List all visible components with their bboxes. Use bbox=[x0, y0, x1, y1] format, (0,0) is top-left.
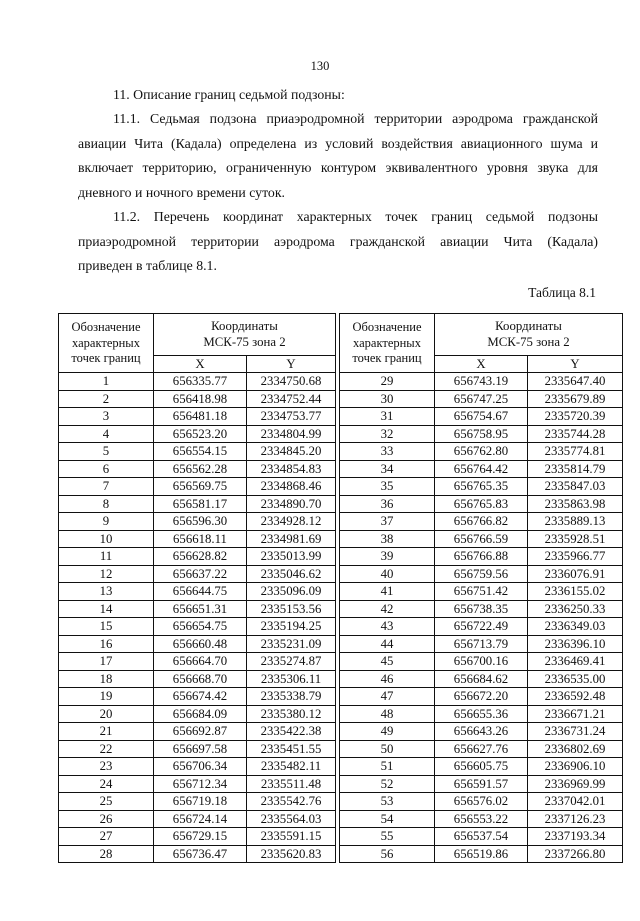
coordinate-x-cell: 656684.62 bbox=[435, 670, 528, 688]
point-number-cell: 10 bbox=[59, 530, 154, 548]
coordinate-x-cell: 656724.14 bbox=[154, 810, 247, 828]
table-row bbox=[59, 390, 336, 408]
coordinate-x-cell: 656713.79 bbox=[435, 635, 528, 653]
point-number-cell: 41 bbox=[340, 583, 435, 601]
coordinate-x-cell: 656759.56 bbox=[435, 565, 528, 583]
table-row bbox=[59, 600, 336, 618]
header-text: МСК-75 зона 2 bbox=[203, 335, 286, 350]
table-row bbox=[59, 565, 336, 583]
header-x: X bbox=[154, 355, 247, 372]
point-number-cell: 21 bbox=[59, 723, 154, 741]
coordinate-x-cell: 656591.57 bbox=[435, 775, 528, 793]
point-number-cell: 2 bbox=[59, 390, 154, 408]
coordinate-x-cell: 656765.83 bbox=[435, 495, 528, 513]
coordinate-y-cell: 2336349.03 bbox=[528, 618, 623, 636]
table-row bbox=[59, 373, 336, 391]
coordinate-y-cell: 2336535.00 bbox=[528, 670, 623, 688]
coordinate-y-cell: 2336671.21 bbox=[528, 705, 623, 723]
coordinate-x-cell: 656418.98 bbox=[154, 390, 247, 408]
coordinate-x-cell: 656576.02 bbox=[435, 793, 528, 811]
coordinate-x-cell: 656747.25 bbox=[435, 390, 528, 408]
point-number-cell: 40 bbox=[340, 565, 435, 583]
coordinate-x-cell: 656335.77 bbox=[154, 373, 247, 391]
point-number-cell: 37 bbox=[340, 513, 435, 531]
coordinate-x-cell: 656637.22 bbox=[154, 565, 247, 583]
coordinate-x-cell: 656766.82 bbox=[435, 513, 528, 531]
coordinate-x-cell: 656706.34 bbox=[154, 758, 247, 776]
point-number-cell: 19 bbox=[59, 688, 154, 706]
header-y: Y bbox=[247, 355, 336, 372]
table-row bbox=[340, 845, 623, 863]
table-row bbox=[59, 740, 336, 758]
point-number-cell: 43 bbox=[340, 618, 435, 636]
header-text: Координаты bbox=[495, 319, 562, 334]
table-row bbox=[59, 758, 336, 776]
table-body-left bbox=[59, 373, 336, 863]
point-number-cell: 4 bbox=[59, 425, 154, 443]
coordinate-y-cell: 2334845.20 bbox=[247, 443, 336, 461]
coordinate-y-cell: 2337193.34 bbox=[528, 828, 623, 846]
table-row bbox=[340, 618, 623, 636]
coordinate-x-cell: 656758.95 bbox=[435, 425, 528, 443]
header-text: точек границ bbox=[71, 351, 141, 365]
header-point-designation bbox=[59, 314, 154, 373]
coordinate-y-cell: 2335096.09 bbox=[247, 583, 336, 601]
coordinate-x-cell: 656738.35 bbox=[435, 600, 528, 618]
coordinate-y-cell: 2336396.10 bbox=[528, 635, 623, 653]
coordinate-y-cell: 2334890.70 bbox=[247, 495, 336, 513]
coordinate-y-cell: 2336969.99 bbox=[528, 775, 623, 793]
coordinate-x-cell: 656655.36 bbox=[435, 705, 528, 723]
point-number-cell: 52 bbox=[340, 775, 435, 793]
paragraph-line: приведен в таблице 8.1. bbox=[78, 258, 217, 273]
table-row bbox=[59, 810, 336, 828]
coordinate-y-cell: 2335928.51 bbox=[528, 530, 623, 548]
coordinate-y-cell: 2336906.10 bbox=[528, 758, 623, 776]
table-row bbox=[340, 583, 623, 601]
coordinate-y-cell: 2336076.91 bbox=[528, 565, 623, 583]
table-row bbox=[59, 513, 336, 531]
point-number-cell: 53 bbox=[340, 793, 435, 811]
coordinate-x-cell: 656712.34 bbox=[154, 775, 247, 793]
point-number-cell: 48 bbox=[340, 705, 435, 723]
header-text: Координаты bbox=[211, 319, 278, 334]
coordinate-x-cell: 656553.22 bbox=[435, 810, 528, 828]
coordinate-x-cell: 656664.70 bbox=[154, 653, 247, 671]
coordinate-x-cell: 656643.26 bbox=[435, 723, 528, 741]
table-row bbox=[59, 635, 336, 653]
coordinate-y-cell: 2334804.99 bbox=[247, 425, 336, 443]
coordinate-y-cell: 2336592.48 bbox=[528, 688, 623, 706]
point-number-cell: 44 bbox=[340, 635, 435, 653]
coordinate-x-cell: 656651.31 bbox=[154, 600, 247, 618]
coordinate-x-cell: 656668.70 bbox=[154, 670, 247, 688]
coordinate-y-cell: 2335620.83 bbox=[247, 845, 336, 863]
table-row bbox=[340, 758, 623, 776]
point-number-cell: 55 bbox=[340, 828, 435, 846]
coordinate-y-cell: 2335194.25 bbox=[247, 618, 336, 636]
point-number-cell: 25 bbox=[59, 793, 154, 811]
coordinate-x-cell: 656736.47 bbox=[154, 845, 247, 863]
coordinate-y-cell: 2335647.40 bbox=[528, 373, 623, 391]
coordinate-y-cell: 2334753.77 bbox=[247, 408, 336, 426]
table-row bbox=[340, 565, 623, 583]
point-number-cell: 8 bbox=[59, 495, 154, 513]
table-row bbox=[340, 653, 623, 671]
table-row bbox=[59, 408, 336, 426]
coordinate-x-cell: 656766.59 bbox=[435, 530, 528, 548]
coordinate-x-cell: 656562.28 bbox=[154, 460, 247, 478]
point-number-cell: 27 bbox=[59, 828, 154, 846]
table-row bbox=[340, 443, 623, 461]
header-text: Обозначение bbox=[352, 320, 422, 334]
coordinate-x-cell: 656722.49 bbox=[435, 618, 528, 636]
coordinate-y-cell: 2336469.41 bbox=[528, 653, 623, 671]
table-row bbox=[340, 670, 623, 688]
coordinate-x-cell: 656766.88 bbox=[435, 548, 528, 566]
table-row bbox=[59, 460, 336, 478]
coordinate-y-cell: 2335306.11 bbox=[247, 670, 336, 688]
point-number-cell: 18 bbox=[59, 670, 154, 688]
table-row bbox=[59, 845, 336, 863]
point-number-cell: 46 bbox=[340, 670, 435, 688]
coordinate-x-cell: 656754.67 bbox=[435, 408, 528, 426]
point-number-cell: 51 bbox=[340, 758, 435, 776]
coordinate-x-cell: 656618.11 bbox=[154, 530, 247, 548]
coordinate-x-cell: 656684.09 bbox=[154, 705, 247, 723]
paragraph-line: авиации Чита (Кадала) определена из условий воздействия авиационного шума и bbox=[78, 135, 598, 151]
coordinate-y-cell: 2335744.28 bbox=[528, 425, 623, 443]
coordinate-x-cell: 656765.35 bbox=[435, 478, 528, 496]
table-row bbox=[59, 548, 336, 566]
table-row bbox=[340, 548, 623, 566]
table-row bbox=[340, 688, 623, 706]
coordinate-y-cell: 2334868.46 bbox=[247, 478, 336, 496]
point-number-cell: 42 bbox=[340, 600, 435, 618]
point-number-cell: 49 bbox=[340, 723, 435, 741]
coordinate-y-cell: 2335542.76 bbox=[247, 793, 336, 811]
coordinate-y-cell: 2335274.87 bbox=[247, 653, 336, 671]
coordinate-x-cell: 656537.54 bbox=[435, 828, 528, 846]
coordinate-y-cell: 2337042.01 bbox=[528, 793, 623, 811]
coordinate-y-cell: 2335847.03 bbox=[528, 478, 623, 496]
coordinate-y-cell: 2335511.48 bbox=[247, 775, 336, 793]
header-coordinates bbox=[154, 314, 336, 356]
coordinate-x-cell: 656644.75 bbox=[154, 583, 247, 601]
coordinate-y-cell: 2335046.62 bbox=[247, 565, 336, 583]
table-row bbox=[59, 425, 336, 443]
table-row bbox=[340, 775, 623, 793]
point-number-cell: 33 bbox=[340, 443, 435, 461]
coordinate-x-cell: 656581.17 bbox=[154, 495, 247, 513]
point-number-cell: 7 bbox=[59, 478, 154, 496]
point-number-cell: 9 bbox=[59, 513, 154, 531]
table-row bbox=[340, 478, 623, 496]
section-heading bbox=[113, 83, 593, 108]
table-row bbox=[59, 670, 336, 688]
point-number-cell: 32 bbox=[340, 425, 435, 443]
coordinate-y-cell: 2336155.02 bbox=[528, 583, 623, 601]
point-number-cell: 6 bbox=[59, 460, 154, 478]
table-row bbox=[340, 810, 623, 828]
table-row bbox=[340, 513, 623, 531]
table-row bbox=[59, 583, 336, 601]
coordinate-x-cell: 656627.76 bbox=[435, 740, 528, 758]
table-row bbox=[59, 478, 336, 496]
table-row bbox=[340, 705, 623, 723]
page-number: 130 bbox=[310, 59, 330, 73]
coordinates-table-left bbox=[58, 313, 336, 863]
table-row bbox=[340, 425, 623, 443]
table-row bbox=[340, 495, 623, 513]
table-row bbox=[340, 828, 623, 846]
coordinate-x-cell: 656481.18 bbox=[154, 408, 247, 426]
point-number-cell: 47 bbox=[340, 688, 435, 706]
table-row bbox=[340, 373, 623, 391]
coordinate-y-cell: 2335422.38 bbox=[247, 723, 336, 741]
table-caption: Таблица 8.1 bbox=[528, 285, 596, 300]
coordinate-x-cell: 656569.75 bbox=[154, 478, 247, 496]
table-row bbox=[340, 460, 623, 478]
table-row bbox=[340, 408, 623, 426]
paragraph-line: 11.2. Перечень координат характерных точек границ седьмой подзоны bbox=[113, 209, 598, 224]
coordinate-y-cell: 2334928.12 bbox=[247, 513, 336, 531]
point-number-cell: 56 bbox=[340, 845, 435, 863]
coordinate-x-cell: 656674.42 bbox=[154, 688, 247, 706]
point-number-cell: 15 bbox=[59, 618, 154, 636]
table-row bbox=[59, 723, 336, 741]
header-text: характерных bbox=[72, 335, 140, 350]
table-row bbox=[340, 390, 623, 408]
point-number-cell: 34 bbox=[340, 460, 435, 478]
paragraph-line: 11.1. Седьмая подзона приаэродромной территории аэродрома гражданской bbox=[113, 111, 598, 126]
coordinate-y-cell: 2335451.55 bbox=[247, 740, 336, 758]
header-point-designation bbox=[340, 314, 435, 373]
header-y: Y bbox=[528, 355, 623, 372]
point-number-cell: 28 bbox=[59, 845, 154, 863]
point-number-cell: 13 bbox=[59, 583, 154, 601]
coordinate-y-cell: 2334854.83 bbox=[247, 460, 336, 478]
point-number-cell: 45 bbox=[340, 653, 435, 671]
table-row bbox=[59, 705, 336, 723]
coordinate-x-cell: 656743.19 bbox=[435, 373, 528, 391]
coordinate-y-cell: 2335679.89 bbox=[528, 390, 623, 408]
coordinates-table-right bbox=[339, 313, 623, 863]
coordinate-x-cell: 656654.75 bbox=[154, 618, 247, 636]
point-number-cell: 36 bbox=[340, 495, 435, 513]
coordinate-y-cell: 2335814.79 bbox=[528, 460, 623, 478]
coordinate-x-cell: 656523.20 bbox=[154, 425, 247, 443]
coordinate-y-cell: 2334981.69 bbox=[247, 530, 336, 548]
point-number-cell: 23 bbox=[59, 758, 154, 776]
coordinate-x-cell: 656764.42 bbox=[435, 460, 528, 478]
coordinate-y-cell: 2335720.39 bbox=[528, 408, 623, 426]
header-text: МСК-75 зона 2 bbox=[487, 335, 570, 350]
header-coordinates bbox=[435, 314, 623, 356]
coordinate-y-cell: 2335863.98 bbox=[528, 495, 623, 513]
table-row bbox=[340, 635, 623, 653]
point-number-cell: 35 bbox=[340, 478, 435, 496]
coordinate-y-cell: 2335013.99 bbox=[247, 548, 336, 566]
coordinate-y-cell: 2335774.81 bbox=[528, 443, 623, 461]
coordinate-x-cell: 656762.80 bbox=[435, 443, 528, 461]
coordinate-x-cell: 656628.82 bbox=[154, 548, 247, 566]
table-row bbox=[59, 653, 336, 671]
point-number-cell: 54 bbox=[340, 810, 435, 828]
point-number-cell: 12 bbox=[59, 565, 154, 583]
point-number-cell: 22 bbox=[59, 740, 154, 758]
coordinate-x-cell: 656751.42 bbox=[435, 583, 528, 601]
table-body-right bbox=[340, 373, 623, 863]
coordinate-y-cell: 2336802.69 bbox=[528, 740, 623, 758]
point-number-cell: 24 bbox=[59, 775, 154, 793]
coordinate-y-cell: 2335564.03 bbox=[247, 810, 336, 828]
point-number-cell: 3 bbox=[59, 408, 154, 426]
table-row bbox=[59, 443, 336, 461]
coordinate-y-cell: 2335591.15 bbox=[247, 828, 336, 846]
coordinate-y-cell: 2336731.24 bbox=[528, 723, 623, 741]
point-number-cell: 14 bbox=[59, 600, 154, 618]
header-text: характерных bbox=[353, 335, 421, 350]
point-number-cell: 20 bbox=[59, 705, 154, 723]
table-row bbox=[59, 828, 336, 846]
coordinate-x-cell: 656596.30 bbox=[154, 513, 247, 531]
header-text: точек границ bbox=[352, 351, 422, 365]
point-number-cell: 5 bbox=[59, 443, 154, 461]
table-row bbox=[59, 688, 336, 706]
point-number-cell: 16 bbox=[59, 635, 154, 653]
coordinate-x-cell: 656554.15 bbox=[154, 443, 247, 461]
paragraph-line: дневного и ночного времени суток. bbox=[78, 184, 285, 200]
coordinate-y-cell: 2335889.13 bbox=[528, 513, 623, 531]
point-number-cell: 17 bbox=[59, 653, 154, 671]
header-text: Обозначение bbox=[71, 320, 141, 334]
table-row bbox=[59, 618, 336, 636]
paragraph-11-2 bbox=[78, 205, 598, 279]
table-row bbox=[340, 600, 623, 618]
coordinate-x-cell: 656700.16 bbox=[435, 653, 528, 671]
point-number-cell: 50 bbox=[340, 740, 435, 758]
point-number-cell: 11 bbox=[59, 548, 154, 566]
point-number-cell: 1 bbox=[59, 373, 154, 391]
table-row bbox=[59, 775, 336, 793]
point-number-cell: 30 bbox=[340, 390, 435, 408]
point-number-cell: 31 bbox=[340, 408, 435, 426]
coordinate-x-cell: 656697.58 bbox=[154, 740, 247, 758]
coordinate-x-cell: 656692.87 bbox=[154, 723, 247, 741]
table-row bbox=[59, 530, 336, 548]
coordinate-y-cell: 2334752.44 bbox=[247, 390, 336, 408]
coordinate-y-cell: 2336250.33 bbox=[528, 600, 623, 618]
coordinate-y-cell: 2335380.12 bbox=[247, 705, 336, 723]
point-number-cell: 29 bbox=[340, 373, 435, 391]
coordinate-y-cell: 2335966.77 bbox=[528, 548, 623, 566]
header-x: X bbox=[435, 355, 528, 372]
paragraph-11-1 bbox=[78, 107, 598, 205]
heading-text: 11. Описание границ седьмой подзоны: bbox=[113, 87, 345, 102]
point-number-cell: 26 bbox=[59, 810, 154, 828]
coordinate-x-cell: 656605.75 bbox=[435, 758, 528, 776]
table-row bbox=[59, 793, 336, 811]
paragraph-line: включает территорию, ограниченную контуром эквивалентного уровня звука для bbox=[78, 160, 598, 175]
coordinate-x-cell: 656729.15 bbox=[154, 828, 247, 846]
coordinate-y-cell: 2335231.09 bbox=[247, 635, 336, 653]
coordinate-x-cell: 656660.48 bbox=[154, 635, 247, 653]
coordinate-y-cell: 2337266.80 bbox=[528, 845, 623, 863]
table-row bbox=[340, 793, 623, 811]
point-number-cell: 39 bbox=[340, 548, 435, 566]
table-row bbox=[59, 495, 336, 513]
coordinate-y-cell: 2335482.11 bbox=[247, 758, 336, 776]
paragraph-line: приаэродромной территории аэродрома гражданской авиации Чита (Кадала) bbox=[78, 233, 598, 249]
coordinate-y-cell: 2335338.79 bbox=[247, 688, 336, 706]
coordinate-x-cell: 656672.20 bbox=[435, 688, 528, 706]
table-row bbox=[340, 740, 623, 758]
table-row bbox=[340, 530, 623, 548]
table-row bbox=[340, 723, 623, 741]
coordinate-y-cell: 2337126.23 bbox=[528, 810, 623, 828]
coordinate-y-cell: 2335153.56 bbox=[247, 600, 336, 618]
coordinate-y-cell: 2334750.68 bbox=[247, 373, 336, 391]
point-number-cell: 38 bbox=[340, 530, 435, 548]
coordinate-x-cell: 656719.18 bbox=[154, 793, 247, 811]
coordinate-x-cell: 656519.86 bbox=[435, 845, 528, 863]
